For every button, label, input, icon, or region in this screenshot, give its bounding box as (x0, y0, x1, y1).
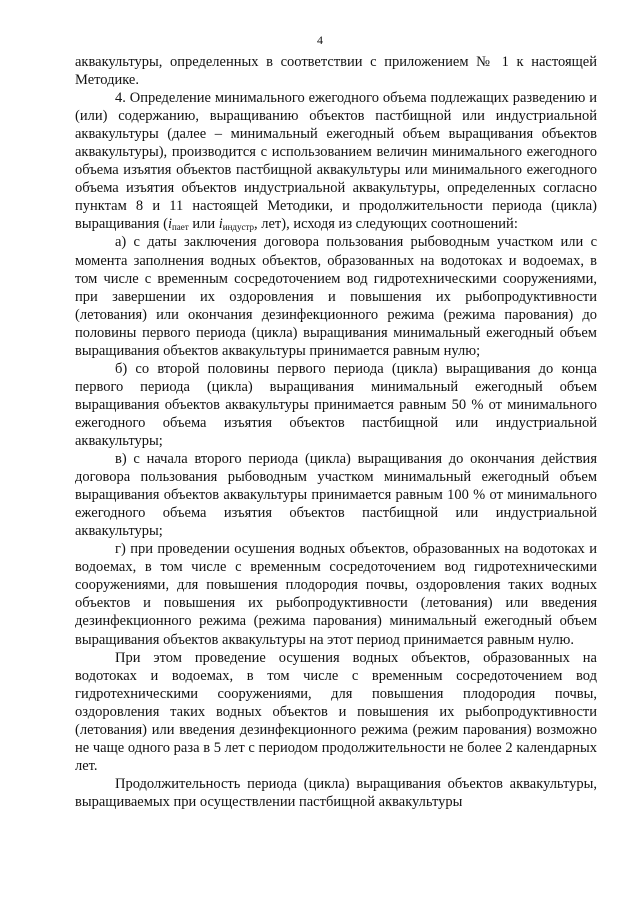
paragraph-subitem-v: в) с начала второго периода (цикла) выращивания до окончания действия договора пользования рыбоводным участком минимальный ежегодный объем выращивания объектов аквакультуры принимается равным 100 % от минимального ежегодного объема изъятия объектов пастбищной или индустриальной аквакультуры; (75, 451, 597, 540)
subscript-past: пает (171, 222, 189, 233)
paragraph-item-4-text-before: 4. Определение минимального ежегодного объема подлежащих разведению и (или) содержанию, выращиванию объектов пастбищной или индустриальной аквакультуры (далее – минимальный ежегодный объем выращивания объектов аквакультуры), производится с использованием величин минимального ежегодного объема изъятия объектов пастбищной аквакультуры или минимального ежегодного объема изъятия объектов индустриальной аквакультуры, определенных согласно пунктам 8 и 11 настоящей Методики, и продолжительности периода (цикла) выращивания ( (75, 90, 597, 233)
paragraph-drainage-note: При этом проведение осушения водных объектов, образованных на водотоках и водоемах, в том числе с временным сосредоточением вод гидротехническими сооружениями, для повышения плодородия почвы, оздоровления таких водных объектов и повышения их рыбопродуктивности (летования) или введения дезинфекционного режима (режим парования) возможно не чаще одного раза в 5 лет с периодом продолжительности не более 2 календарных лет. (75, 649, 597, 774)
paragraph-subitem-a: а) с даты заключения договора пользования рыбоводным участком или с момента заполнения водных объектов, образованных на водотоках и водоемах, в том числе с временным сосредоточением вод гидротехническими сооружениями, при завершении их оздоровления и повышения их рыбопродуктивности (летования) или окончания дезинфекционного режима (режима парования) до половины первого периода (цикла) выращивания минимальный ежегодный объем выращивания объектов аквакультуры принимается равным нулю; (75, 234, 597, 359)
subscript-industr: индустр (222, 222, 255, 233)
paragraph-subitem-g: г) при проведении осушения водных объектов, образованных на водотоках и водоемах, в том числе с временным сосредоточением вод гидротехническими сооружениями, для повышения плодородия почвы, оздоровления таких водных объектов и повышения их рыбопродуктивности (летования) или введения дезинфекционного режима (режима парования) минимальный ежегодный объем выращивания объектов аквакультуры на этот период принимается равным нулю. (75, 541, 597, 648)
document-body (75, 53, 597, 811)
paragraph-continuation: аквакультуры, определенных в соответствии с приложением № 1 к настоящей Методике. (75, 54, 597, 89)
symbol-i-industr: i (218, 216, 223, 233)
symbol-i-past: i (167, 216, 172, 233)
paragraph-cycle-duration: Продолжительность периода (цикла) выращивания объектов аквакультуры, выращиваемых при осуществлении пастбищной аквакультуры (75, 775, 597, 810)
paragraph-item-4-text-after: , лет), исходя из следующих соотношений: (254, 216, 518, 233)
paragraph-item-4 (75, 89, 597, 233)
paragraph-subitem-b: б) со второй половины первого периода (цикла) выращивания до конца первого периода (цикла) выращивания минимальный ежегодный объем выращивания объектов аквакультуры принимается равным 50 % от минимального ежегодного объема изъятия объектов пастбищной или индустриальной аквакультуры; (75, 360, 597, 449)
page-number: 4 (317, 33, 323, 47)
paragraph-item-4-text-middle: или (188, 216, 219, 233)
